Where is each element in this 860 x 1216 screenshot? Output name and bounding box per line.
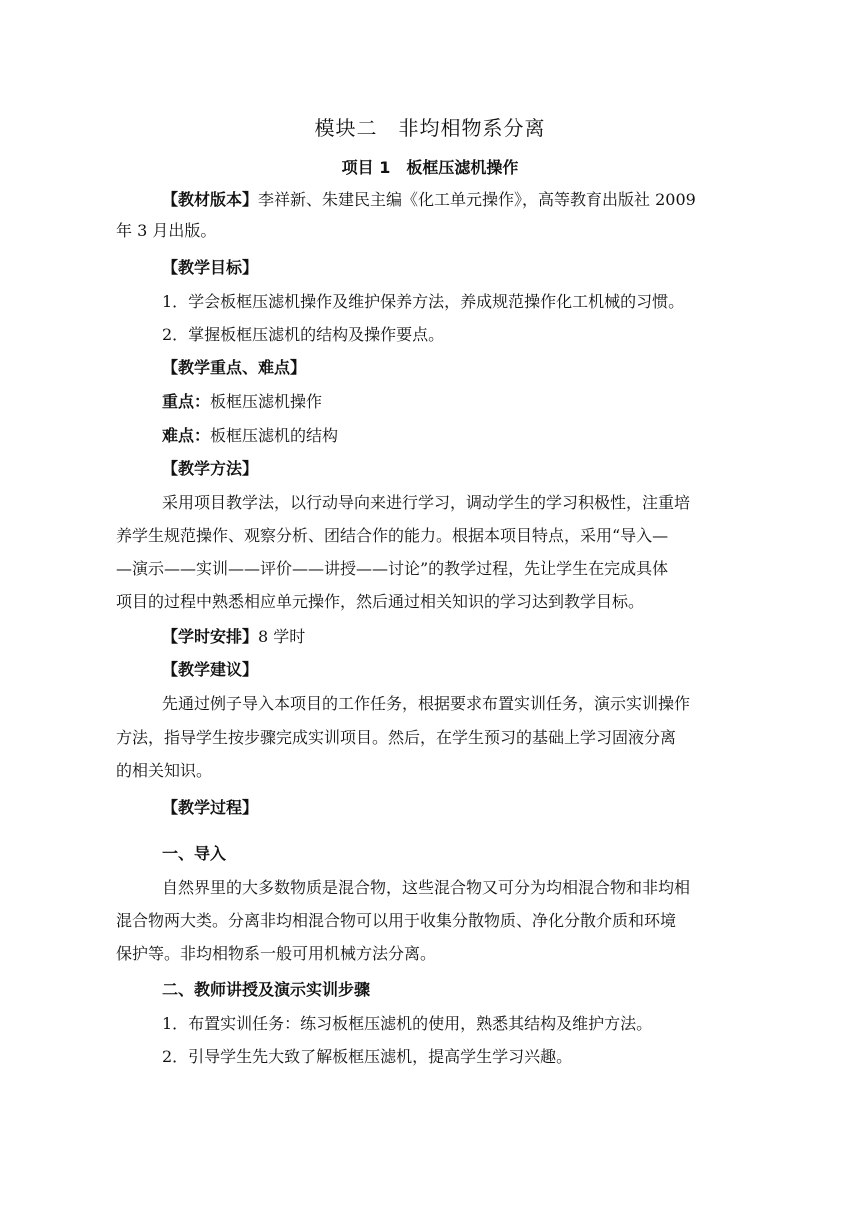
material-line-1 — [162, 188, 696, 212]
difficulty-label: 难点： — [162, 426, 211, 445]
focus-text: 板框压滤机操作 — [210, 392, 323, 411]
material-label: 【教材版本】 — [162, 190, 259, 209]
material-line-2: 年 3 月出版。 — [116, 221, 217, 240]
section-2-heading: 二、教师讲授及演示实训步骤 — [162, 980, 371, 999]
objective-item-2: 2．掌握板框压滤机的结构及操作要点。 — [162, 325, 445, 344]
process-heading: 【教学过程】 — [162, 798, 259, 817]
objective-item-1: 1．学会板框压滤机操作及维护保养方法，养成规范操作化工机械的习惯。 — [162, 292, 685, 311]
section-1-heading: 一、导入 — [162, 844, 227, 863]
methods-line-1: 采用项目教学法，以行动导向来进行学习，调动学生的学习积极性，注重培 — [162, 493, 691, 512]
objectives-heading: 【教学目标】 — [162, 258, 259, 277]
methods-heading: 【教学方法】 — [162, 459, 259, 478]
hours-line — [162, 625, 305, 649]
section-1-line-2: 混合物两大类。分离非均相混合物可以用于收集分散物质、净化分散介质和环境 — [116, 911, 677, 930]
suggestions-line-3: 的相关知识。 — [116, 761, 213, 780]
section-2-item-2: 2．引导学生先大致了解板框压滤机，提高学生学习兴趣。 — [162, 1047, 573, 1066]
methods-line-4: 项目的过程中熟悉相应单元操作，然后通过相关知识的学习达到教学目标。 — [116, 592, 645, 611]
material-text: 李祥新、朱建民主编《化工单元操作》，高等教育出版社 2009 — [258, 190, 696, 209]
section-1-line-3: 保护等。非均相物系一般可用机械方法分离。 — [116, 944, 437, 963]
focus-label: 重点： — [162, 392, 211, 411]
key-points-heading: 【教学重点、难点】 — [162, 358, 307, 377]
focus-line — [162, 390, 322, 414]
difficulty-line — [162, 424, 338, 448]
hours-text: 8 学时 — [258, 627, 306, 646]
suggestions-line-1: 先通过例子导入本项目的工作任务，根据要求布置实训任务，演示实训操作 — [162, 694, 691, 713]
difficulty-text: 板框压滤机的结构 — [210, 426, 339, 445]
methods-line-3: —演示——实训——评价——讲授——讨论”的教学过程，先让学生在完成具体 — [116, 559, 669, 578]
module-title: 模块二 非均相物系分离 — [314, 116, 546, 140]
suggestions-heading: 【教学建议】 — [162, 660, 259, 679]
project-title: 项目 1 板框压滤机操作 — [341, 158, 519, 177]
section-2-item-1: 1．布置实训任务：练习板框压滤机的使用，熟悉其结构及维护方法。 — [162, 1014, 653, 1033]
suggestions-line-2: 方法，指导学生按步骤完成实训项目。然后，在学生预习的基础上学习固液分离 — [116, 728, 677, 747]
methods-line-2: 养学生规范操作、观察分析、团结合作的能力。根据本项目特点，采用“导入— — [116, 526, 669, 545]
section-1-line-1: 自然界里的大多数物质是混合物，这些混合物又可分为均相混合物和非均相 — [162, 878, 691, 897]
hours-label: 【学时安排】 — [162, 627, 259, 646]
